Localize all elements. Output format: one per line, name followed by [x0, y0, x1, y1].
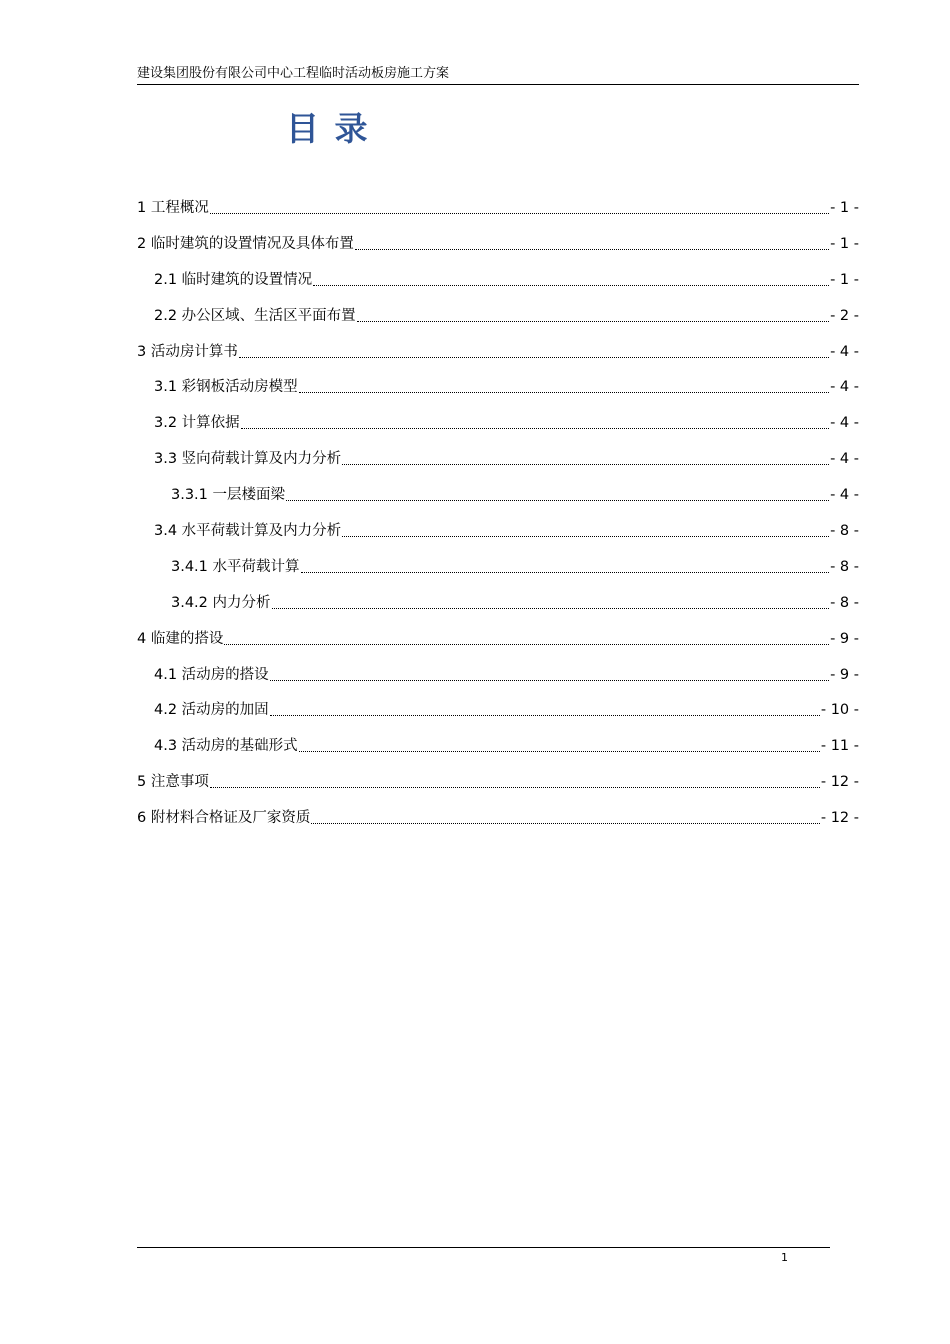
toc-entry-label: 3.2 计算依据 [154, 415, 240, 432]
toc-entry[interactable] [137, 342, 859, 363]
toc-entry-page-number: - 11 - [820, 738, 859, 755]
toc-entry-page-number: - 1 - [830, 200, 859, 216]
toc-dot-leader [241, 428, 829, 429]
toc-title: 目 录 [286, 109, 370, 148]
toc-entry-page-number: - 9 - [830, 666, 859, 683]
toc-entry-label: 2.1 临时建筑的设置情况 [154, 271, 313, 288]
page-header [137, 64, 859, 85]
table-of-contents [137, 198, 859, 844]
toc-dot-leader [311, 823, 820, 824]
toc-entry[interactable] [137, 593, 859, 614]
toc-entry[interactable] [137, 665, 859, 686]
toc-entry[interactable] [137, 521, 859, 542]
toc-entry[interactable] [137, 772, 859, 793]
toc-entry-label: 3.3.1 一层楼面梁 [171, 487, 286, 504]
toc-entry[interactable] [137, 377, 859, 398]
toc-entry-page-number: - 1 - [830, 235, 859, 252]
toc-dot-leader [224, 644, 829, 645]
toc-entry-label: 6 附材料合格证及厂家资质 [137, 810, 311, 827]
toc-dot-leader [239, 357, 829, 358]
toc-entry[interactable] [137, 413, 859, 434]
toc-entry-label: 4.3 活动房的基础形式 [154, 738, 298, 755]
toc-dot-leader [299, 392, 829, 393]
toc-entry-page-number: - 12 - [820, 810, 859, 827]
toc-entry-page-number: - 4 - [830, 415, 859, 432]
toc-entry[interactable] [137, 485, 859, 506]
toc-dot-leader [286, 500, 829, 501]
toc-entry-label: 3.1 彩钢板活动房模型 [154, 379, 298, 396]
toc-dot-leader [270, 680, 829, 681]
toc-entry[interactable] [137, 808, 859, 829]
toc-entry-page-number: - 4 - [830, 451, 859, 468]
toc-entry-label: 4.1 活动房的搭设 [154, 666, 269, 683]
toc-entry[interactable] [137, 629, 859, 650]
toc-entry-label: 2.2 办公区域、生活区平面布置 [154, 307, 356, 324]
toc-entry-page-number: - 9 - [830, 630, 859, 647]
toc-dot-leader [355, 249, 829, 250]
toc-entry-page-number: - 2 - [830, 307, 859, 324]
toc-dot-leader [342, 464, 829, 465]
toc-entry-label: 3.4.1 水平荷载计算 [171, 558, 300, 575]
toc-entry-label: 2 临时建筑的设置情况及具体布置 [137, 235, 354, 252]
toc-entry-label: 5 注意事项 [137, 774, 209, 791]
toc-entry[interactable] [137, 234, 859, 255]
toc-entry[interactable] [137, 700, 859, 721]
toc-entry-label: 4 临建的搭设 [137, 630, 224, 647]
toc-entry[interactable] [137, 198, 859, 219]
footer-page-number: 1 [781, 1251, 788, 1264]
toc-entry-label: 4.2 活动房的加固 [154, 702, 269, 719]
toc-dot-leader [299, 751, 820, 752]
toc-dot-leader [301, 572, 830, 573]
footer-divider [137, 1247, 830, 1248]
toc-entry-page-number: - 12 - [820, 774, 859, 791]
toc-dot-leader [357, 321, 829, 322]
document-title-header: 建设集团股份有限公司中心工程临时活动板房施工方案 [137, 66, 450, 81]
toc-entry[interactable] [137, 557, 859, 578]
toc-entry[interactable] [137, 270, 859, 291]
toc-entry-page-number: - 4 - [830, 487, 859, 504]
toc-entry-label: 3.4.2 内力分析 [171, 594, 271, 611]
toc-entry[interactable] [137, 306, 859, 327]
toc-entry-page-number: - 8 - [830, 594, 859, 611]
toc-entry-page-number: - 8 - [830, 523, 859, 540]
toc-entry-label: 1 工程概况 [137, 200, 209, 216]
toc-entry-page-number: - 1 - [830, 271, 859, 288]
toc-entry-label: 3 活动房计算书 [137, 343, 238, 360]
toc-dot-leader [272, 608, 830, 609]
toc-entry-page-number: - 8 - [830, 558, 859, 575]
toc-dot-leader [270, 715, 820, 716]
toc-dot-leader [210, 787, 820, 788]
toc-entry[interactable] [137, 449, 859, 470]
toc-entry[interactable] [137, 736, 859, 757]
toc-entry-page-number: - 4 - [830, 343, 859, 360]
toc-entry-label: 3.4 水平荷载计算及内力分析 [154, 523, 342, 540]
toc-dot-leader [313, 285, 829, 286]
toc-dot-leader [342, 536, 829, 537]
toc-dot-leader [210, 213, 829, 214]
toc-entry-label: 3.3 竖向荷载计算及内力分析 [154, 451, 342, 468]
toc-entry-page-number: - 4 - [830, 379, 859, 396]
toc-entry-page-number: - 10 - [820, 702, 859, 719]
